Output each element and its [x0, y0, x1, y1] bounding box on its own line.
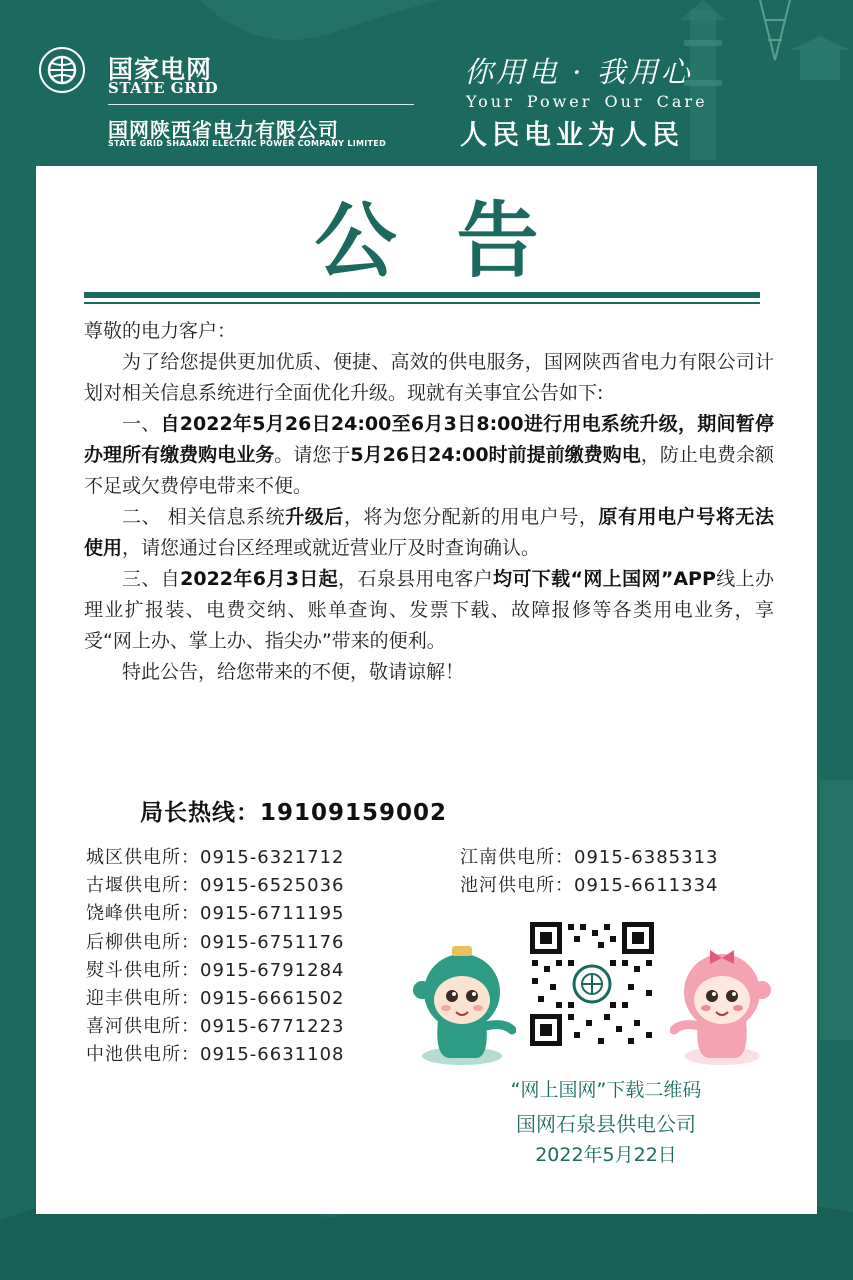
office-list-left [86, 844, 344, 1070]
slogan-en: Your Power Our Care [466, 92, 708, 111]
office-phone: 0915-6321712 [200, 847, 345, 868]
closing: 特此公告，给您带来的不便，敬请谅解！ [122, 661, 465, 683]
slogan-main: 人民电业为人民 [460, 120, 684, 151]
brand-divider [108, 104, 414, 105]
item-2-bold-1: 升级后 [285, 506, 344, 528]
signature-company: 国网石泉县供电公司 [516, 1112, 696, 1136]
office-entry [460, 872, 718, 900]
brand-name-en: STATE GRID [108, 79, 219, 97]
office-entry [86, 1041, 344, 1069]
office-name: 江南供电所： [460, 847, 574, 868]
notice-body [84, 316, 774, 688]
item-1-prefix: 一、 [122, 413, 161, 435]
office-name: 城区供电所： [86, 847, 200, 868]
item-3-bold-2: 均可下载“网上国网”APP [493, 568, 716, 590]
title-divider-thick [84, 292, 760, 298]
signature-date: 2022年5月22日 [535, 1144, 677, 1166]
item-2-bold-2: 原有用电户号将无法使用 [84, 506, 774, 559]
office-entry [86, 985, 344, 1013]
office-name: 熨斗供电所： [86, 959, 200, 981]
item-3-text-2: 线上办理业扩报装、电费交纳、账单查询、发票下载、故障报修等各类用电业务，享受“网上办、掌上办、指尖办”带来的便利。 [84, 568, 774, 652]
item-2 [84, 502, 774, 564]
item-3-prefix: 三、自 [122, 568, 181, 590]
office-name: 古堰供电所： [86, 875, 200, 897]
office-entry [86, 844, 344, 872]
office-entry [460, 844, 718, 872]
item-3 [84, 564, 774, 657]
intro-paragraph: 为了给您提供更加优质、便捷、高效的供电服务，国网陕西省电力有限公司计划对相关信息系统进行全面优化升级。现就有关事宜公告如下: [84, 351, 774, 404]
office-phone: 0915-6751176 [200, 931, 345, 953]
office-name: 中池供电所： [86, 1044, 200, 1066]
office-name: 饶峰供电所： [86, 903, 200, 925]
title-divider-thin [84, 302, 760, 304]
office-list-right [460, 844, 718, 900]
item-1-text-2: ，防止电费余额不足或欠费停电带来不便。 [84, 444, 774, 497]
notice-card [36, 166, 817, 1214]
item-2-text-1: ，将为您分配新的用电户号， [343, 506, 599, 528]
item-2-text-2: ，请您通过台区经理或就近营业厅及时查询确认。 [122, 537, 541, 559]
office-phone: 0915-6631108 [200, 1044, 345, 1066]
mascot-pink-monkey [670, 930, 776, 1068]
office-entry [86, 1013, 344, 1041]
brand-name-cn: 国家电网 [108, 55, 213, 84]
item-3-text-1: ，石泉县用电客户 [338, 568, 494, 590]
director-hotline [140, 794, 447, 827]
qr-code[interactable] [526, 918, 658, 1050]
qr-caption: “网上国网”下载二维码 [510, 1079, 702, 1101]
item-3-bold-1: 2022年6月3日起 [180, 568, 339, 590]
office-phone: 0915-6385313 [574, 847, 719, 868]
company-name-cn: 国网陕西省电力有限公司 [108, 118, 339, 142]
office-name: 喜河供电所： [86, 1016, 200, 1038]
office-name: 池河供电所： [460, 875, 574, 897]
office-entry [86, 872, 344, 900]
item-1-text-1: 。请您于 [274, 444, 351, 466]
office-phone: 0915-6611334 [574, 875, 719, 897]
item-2-prefix: 二、 相关信息系统 [122, 506, 286, 528]
notice-title: 公告 [314, 194, 599, 289]
office-entry [86, 900, 344, 928]
item-1-bold-1: 自2022年5月26日24:00至6月3日8:00进行用电系统升级，期间暂停办理所有缴费购电业务 [84, 413, 774, 466]
office-name: 迎丰供电所： [86, 988, 200, 1010]
office-phone: 0915-6525036 [200, 875, 345, 897]
office-entry [86, 929, 344, 957]
company-name-en: STATE GRID SHAANXI ELECTRIC POWER COMPANY LIMITED [108, 139, 387, 148]
slogan-cn: 你用电 · 我用心 [464, 55, 693, 89]
hotline-number: 19109159002 [260, 800, 448, 826]
mascot-green-monkey [408, 930, 516, 1068]
greeting: 尊敬的电力客户： [84, 320, 237, 342]
office-phone: 0915-6771223 [200, 1016, 345, 1038]
office-entry [86, 957, 344, 985]
state-grid-logo [38, 46, 86, 94]
office-phone: 0915-6791284 [200, 959, 345, 981]
item-1 [84, 409, 774, 502]
item-1-bold-2: 5月26日24:00时前提前缴费购电 [350, 444, 641, 466]
hotline-label: 局长热线： [140, 800, 260, 826]
office-name: 后柳供电所： [86, 931, 200, 953]
office-phone: 0915-6711195 [200, 903, 345, 925]
office-phone: 0915-6661502 [200, 988, 345, 1010]
